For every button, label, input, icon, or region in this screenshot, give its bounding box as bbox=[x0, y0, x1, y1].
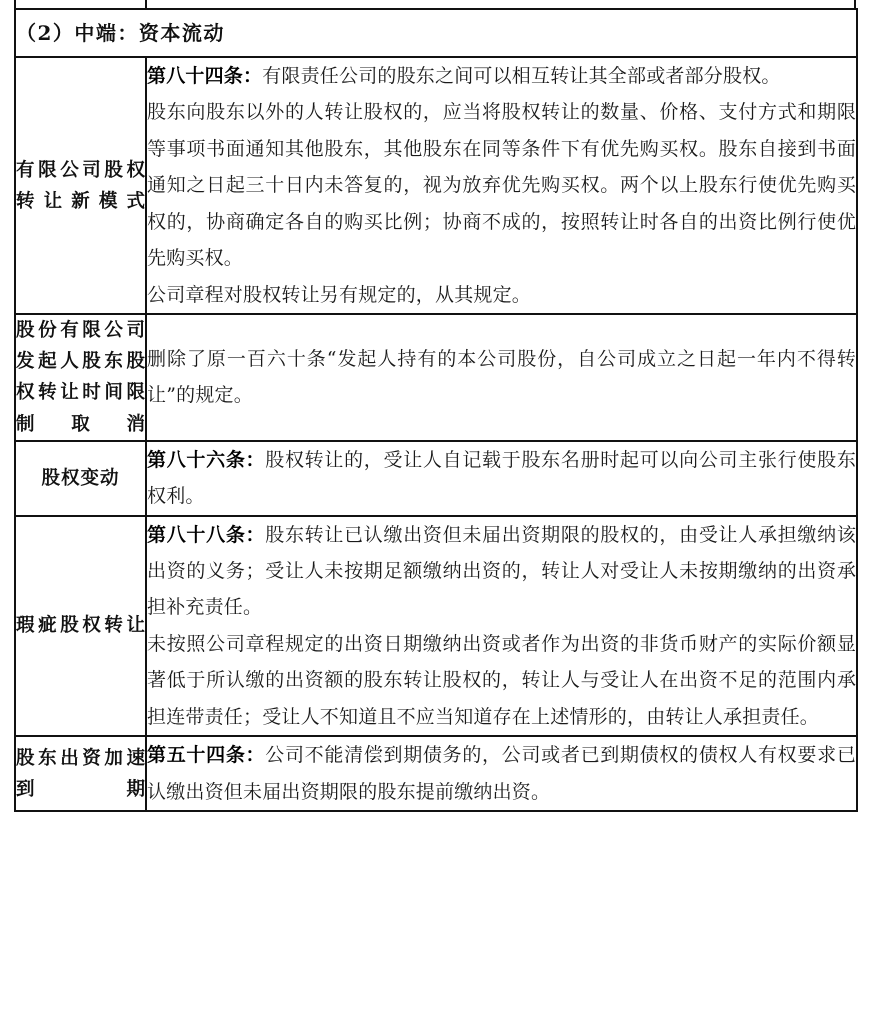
article-number: 第八十四条： bbox=[147, 65, 263, 87]
article-number: 第五十四条： bbox=[147, 744, 266, 767]
row-label-cell bbox=[15, 314, 146, 440]
table-body bbox=[15, 9, 857, 811]
paragraph-text: 删除了原一百六十条“发起人持有的本公司股份，自公司成立之日起一年内不得转让”的规定。 bbox=[147, 347, 857, 407]
paragraph-text: 股权转让的，受让人自记载于股东名册时起可以向公司主张行使股东权利。 bbox=[147, 448, 857, 508]
row-label-text: 股东出资加速到期 bbox=[16, 747, 145, 800]
paragraph-text: 股东转让已认缴出资但未届出资期限的股权的，由受让人承担缴纳该出资的义务；受让人未按期足额缴纳出资的，转让人对受让人未按期缴纳的出资承担补充责任。 bbox=[147, 523, 857, 619]
row-label-text: 股份有限公司发起人股东股权转让时间限制取消 bbox=[16, 320, 145, 435]
column-divider bbox=[145, 0, 147, 8]
article-number: 第八十六条： bbox=[147, 448, 266, 471]
row-label-text: 有限公司股权转让新模式 bbox=[16, 159, 145, 212]
content-paragraph bbox=[147, 626, 856, 735]
row-content-cell bbox=[146, 736, 857, 811]
paragraph-text: 有限责任公司的股东之间可以相互转让其全部或者部分股权。 bbox=[262, 65, 781, 87]
content-paragraph bbox=[147, 341, 856, 414]
content-paragraph bbox=[147, 94, 856, 276]
paragraph-text: 公司章程对股权转让另有规定的，从其规定。 bbox=[147, 283, 532, 306]
article-number: 第八十八条： bbox=[147, 523, 266, 546]
content-paragraph bbox=[147, 737, 856, 810]
row-content-cell bbox=[146, 57, 857, 314]
table-row bbox=[15, 314, 857, 440]
section-heading-cell bbox=[15, 9, 857, 57]
content-paragraph bbox=[147, 517, 856, 626]
row-label-text: 股权变动 bbox=[41, 467, 120, 489]
paragraph-text: 未按照公司章程规定的出资日期缴纳出资或者作为出资的非货币财产的实际价额显著低于所认缴的出资额的股东转让股权的，转让人与受让人在出资不足的范围内承担连带责任；受让人不知道且不应当知道存在上述情形的，由转让人承担责任。 bbox=[147, 632, 857, 728]
row-content-cell bbox=[146, 441, 857, 516]
row-content-cell bbox=[146, 516, 857, 737]
table-row bbox=[15, 736, 857, 811]
row-label-cell bbox=[15, 736, 146, 811]
row-content-cell bbox=[146, 314, 857, 440]
row-label-cell bbox=[15, 516, 146, 737]
content-paragraph bbox=[147, 442, 856, 515]
section-heading-text: （2）中端：资本流动 bbox=[16, 21, 225, 45]
table-row bbox=[15, 57, 857, 314]
paragraph-text: 公司不能清偿到期债务的，公司或者已到期债权的债权人有权要求已认缴出资但未届出资期限的股东提前缴纳出资。 bbox=[147, 744, 857, 803]
content-paragraph bbox=[147, 277, 856, 313]
row-label-cell bbox=[15, 441, 146, 516]
previous-table-row-sliver bbox=[14, 0, 856, 8]
table-row bbox=[15, 516, 857, 737]
table-row bbox=[15, 441, 857, 516]
section-heading-row bbox=[15, 9, 857, 57]
row-label-text: 瑕疵股权转让 bbox=[16, 615, 145, 637]
row-label-cell bbox=[15, 57, 146, 314]
content-paragraph bbox=[147, 58, 856, 94]
paragraph-text: 股东向股东以外的人转让股权的，应当将股权转让的数量、价格、支付方式和期限等事项书面通知其他股东，其他股东在同等条件下有优先购买权。股东自接到书面通知之日起三十日内未答复的，视为放弃优先购买权。两个以上股东行使优先购买权的，协商确定各自的购买比例；协商不成的，按照转让时各自的出资比例行使优先购买权。 bbox=[147, 101, 857, 270]
capital-flow-table bbox=[14, 8, 858, 812]
